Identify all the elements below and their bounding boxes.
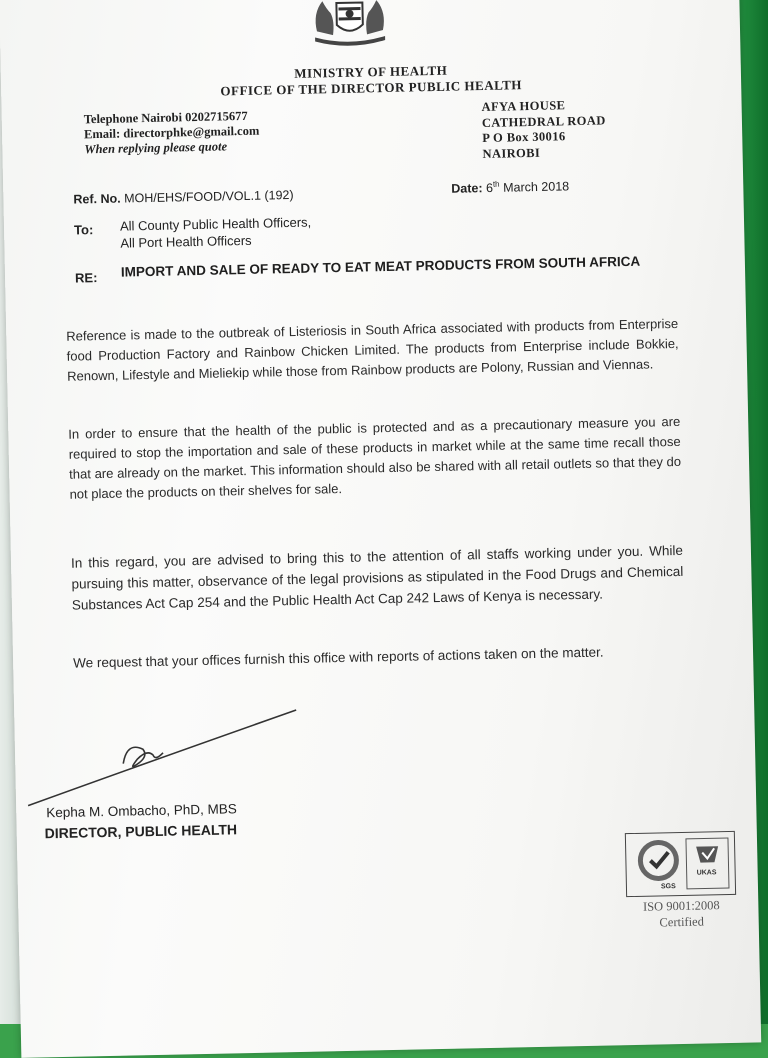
re-label: RE: — [74, 270, 98, 286]
iso-standard: ISO 9001:2008 — [642, 898, 720, 914]
iso-status: Certified — [659, 914, 705, 930]
date-day: 6 — [485, 180, 494, 196]
body-paragraph-4: We request that your offices furnish this office with reports of actions taken on the matter. — [72, 644, 604, 671]
address-line-4: NAIROBI — [482, 145, 541, 161]
date-label: Date: — [451, 181, 483, 196]
iso-certification — [626, 897, 737, 931]
ukas-label: UKAS — [696, 869, 717, 877]
sgs-label: SGS — [660, 883, 676, 891]
office-heading: OFFICE OF THE DIRECTOR PUBLIC HEALTH — [220, 77, 523, 99]
email-line: Email: directorphke@gmail.com — [83, 123, 260, 142]
telephone-line: Telephone Nairobi 0202715677 — [83, 108, 248, 127]
body-paragraph-3: In this regard, you are advised to bring this to the attention of all staffs working under you. While pursuing this matter, observance of the legal provisions as stipulated in the Food Drugs and Chemical Substances Act Cap 254 and the Public Health Act Cap 242 Laws of Kenya is necessary. — [70, 542, 684, 613]
recipient-line-1: All County Public Health Officers, — [119, 214, 312, 234]
signer-name: Kepha M. Ombacho, PhD, MBS — [46, 801, 237, 821]
recipients — [120, 214, 312, 252]
address-line-2: CATHEDRAL ROAD — [481, 112, 606, 130]
date-rest: March 2018 — [502, 179, 570, 195]
body-paragraph-2: In order to ensure that the health of the public is protected and as a precautionary measure you are required to stop the importation and sale of these products in market while at the same time recall those that are already on the market. This information should also be shared with all retail outlets so that they do not place the products on their shelves for sale. — [68, 413, 682, 502]
contact-block — [84, 109, 260, 158]
reference-value: MOH/EHS/FOOD/VOL.1 (192) — [123, 187, 294, 206]
address-line-3: P O Box 30016 — [482, 129, 566, 145]
to-label: To: — [73, 222, 94, 238]
certification-logo-icon — [626, 832, 735, 896]
signer-title: DIRECTOR, PUBLIC HEALTH — [44, 821, 238, 842]
letter-date — [451, 178, 569, 196]
date-suffix: th — [492, 179, 500, 189]
subject-line: IMPORT AND SALE OF READY TO EAT MEAT PRODUCTS FROM SOUTH AFRICA — [120, 253, 641, 280]
address-line-1: AFYA HOUSE — [481, 98, 566, 114]
address-block — [481, 97, 606, 162]
reference-label: Ref. No. — [73, 191, 121, 207]
certification-badge — [625, 831, 736, 897]
ministry-heading: MINISTRY OF HEALTH — [294, 62, 448, 81]
body-paragraph-1: Reference is made to the outbreak of Listeriosis in South Africa associated with products from Enterprise food Production Factory and Rainbow Chicken Limited. The products from Enterprise include Bokkie, Renown, Lifestyle and Mieliekip while those from Rainbow products are Polony, Russian and Viennas. — [66, 315, 679, 384]
recipient-line-2: All Port Health Officers — [120, 232, 252, 251]
reply-note: When replying please quote — [84, 139, 228, 157]
coat-of-arms-icon — [304, 0, 395, 50]
reference-number — [73, 188, 293, 207]
